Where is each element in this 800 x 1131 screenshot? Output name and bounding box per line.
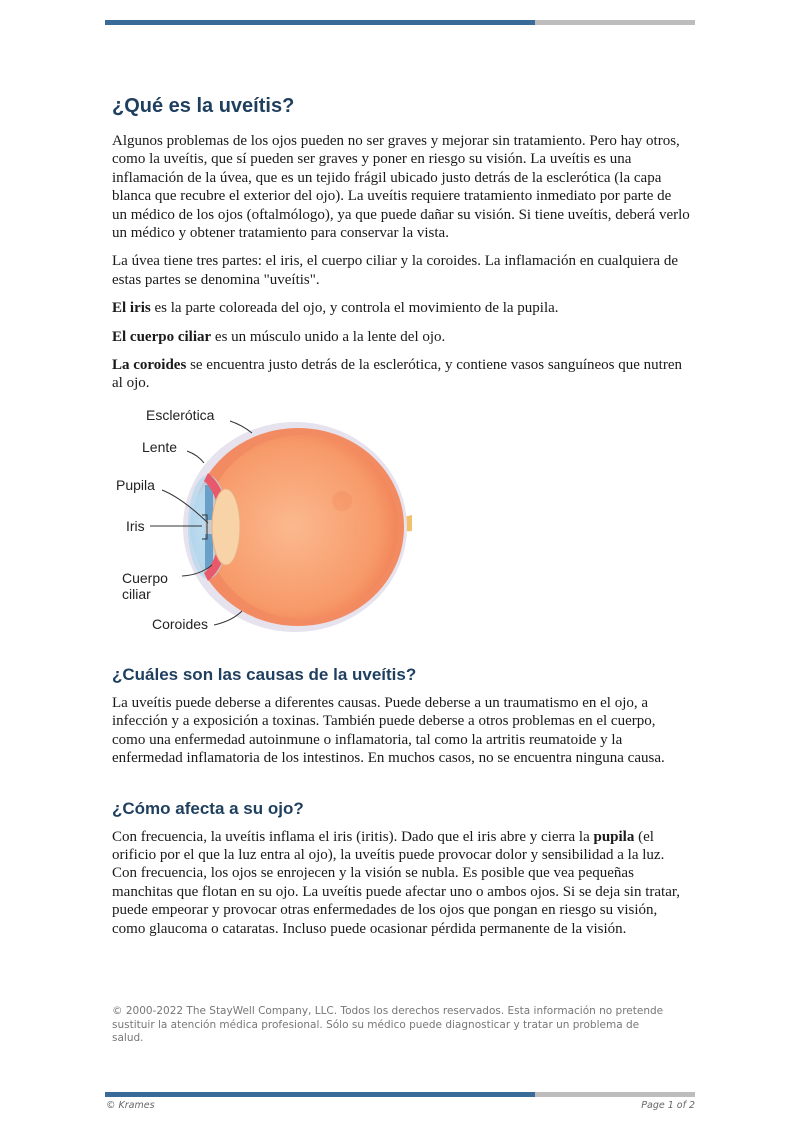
section-causes (112, 664, 690, 768)
body-text: Con frecuencia, la uveítis inflama el iris (iritis). Dado que el iris abre y cierra la (112, 828, 594, 845)
label-coroides: Coroides (152, 615, 209, 632)
part-text: se encuentra justo detrás de la esclerótica, y contiene vasos sanguíneos que nutren al ojo. (112, 357, 682, 392)
part-term: El cuerpo ciliar (112, 328, 212, 345)
footer-publisher: © Krames (106, 1100, 155, 1111)
part-term: La coroides (112, 357, 187, 374)
label-iris: Iris (126, 517, 145, 534)
part-text: es la parte coloreada del ojo, y controla el movimiento de la pupila. (150, 300, 559, 317)
eye-anatomy-figure (112, 403, 442, 638)
part-ciliary-body (112, 328, 690, 346)
copyright-notice: © 2000-2022 The StayWell Company, LLC. Todos los derechos reservados. Esta información no pretende sustituir la atención médica profesional. Sólo su médico puede diagnosticar y tratar un problema de salud. (112, 1005, 664, 1044)
section-heading: ¿Cuáles son las causas de la uveítis? (112, 664, 417, 684)
label-pupila: Pupila (116, 476, 155, 493)
bottom-rule (105, 1092, 695, 1097)
section-body: La uveítis puede deberse a diferentes causas. Puede deberse a un traumatismo en el ojo, a infección y a exposición a toxinas. También puede deberse a otros problemas en el cuerpo, como una enfermedad autoinmune o inflamatoria, tal como la artritis reumatoide y la enfermedad inflamatoria de los intestinos. En muchos casos, no se encuentra ninguna causa. (112, 694, 665, 767)
body-text: (el orificio por el que la luz entra al ojo), la uveítis puede provocar dolor y sensibilidad a la luz. Con frecuencia, los ojos se enrojecen y la visión se nubla. Es posible que vea pequeñas manchitas que flotan en su ojo. La uveítis puede afectar uno o ambos ojos. Si se deja sin tratar, puede empeorar y provocar otras enfermedades de los ojos que pongan en riesgo su visión, como glaucoma o cataratas. Incluso puede ocasionar pérdida permanente de la visión. (112, 828, 680, 937)
lens-shape (212, 489, 240, 565)
article (112, 94, 690, 948)
eye-diagram (112, 403, 442, 638)
intro-paragraph-2: La úvea tiene tres partes: el iris, el cuerpo ciliar y la coroides. La inflamación en cualquiera de estas partes se denomina "uveítis". (112, 253, 678, 288)
part-text: es un músculo unido a la lente del ojo. (211, 328, 446, 345)
page-title: ¿Qué es la uveítis? (112, 95, 295, 117)
intro-paragraph-1: Algunos problemas de los ojos pueden no ser graves y mejorar sin tratamiento. Pero hay otros, como la uveítis, que sí pueden ser graves y poner en riesgo su visión. La uveítis es una inflamación de la úvea, que es un tejido frágil ubicado justo detrás de la esclerótica (la capa blanca que recubre el exterior del ojo). La uveítis requiere tratamiento inmediato por parte de un médico de los ojos (oftalmólogo), ya que puede dañar su visión. Si tiene uveítis, deberá verlo un médico y obtener tratamiento para conservar la vista. (112, 133, 690, 242)
part-iris (112, 299, 690, 317)
top-rule (105, 20, 695, 25)
section-effects (112, 798, 690, 938)
part-choroid (112, 356, 690, 393)
label-lente: Lente (142, 438, 178, 455)
body-bold-term: pupila (593, 828, 635, 845)
label-esclerotica: Esclerótica (146, 406, 215, 423)
label-cuerpo: Cuerpo (122, 569, 168, 586)
section-heading: ¿Cómo afecta a su ojo? (112, 798, 304, 818)
footer-page-number: Page 1 of 2 (641, 1100, 695, 1111)
part-term: El iris (112, 300, 151, 317)
section-body (112, 828, 690, 938)
label-ciliar: ciliar (122, 585, 151, 602)
